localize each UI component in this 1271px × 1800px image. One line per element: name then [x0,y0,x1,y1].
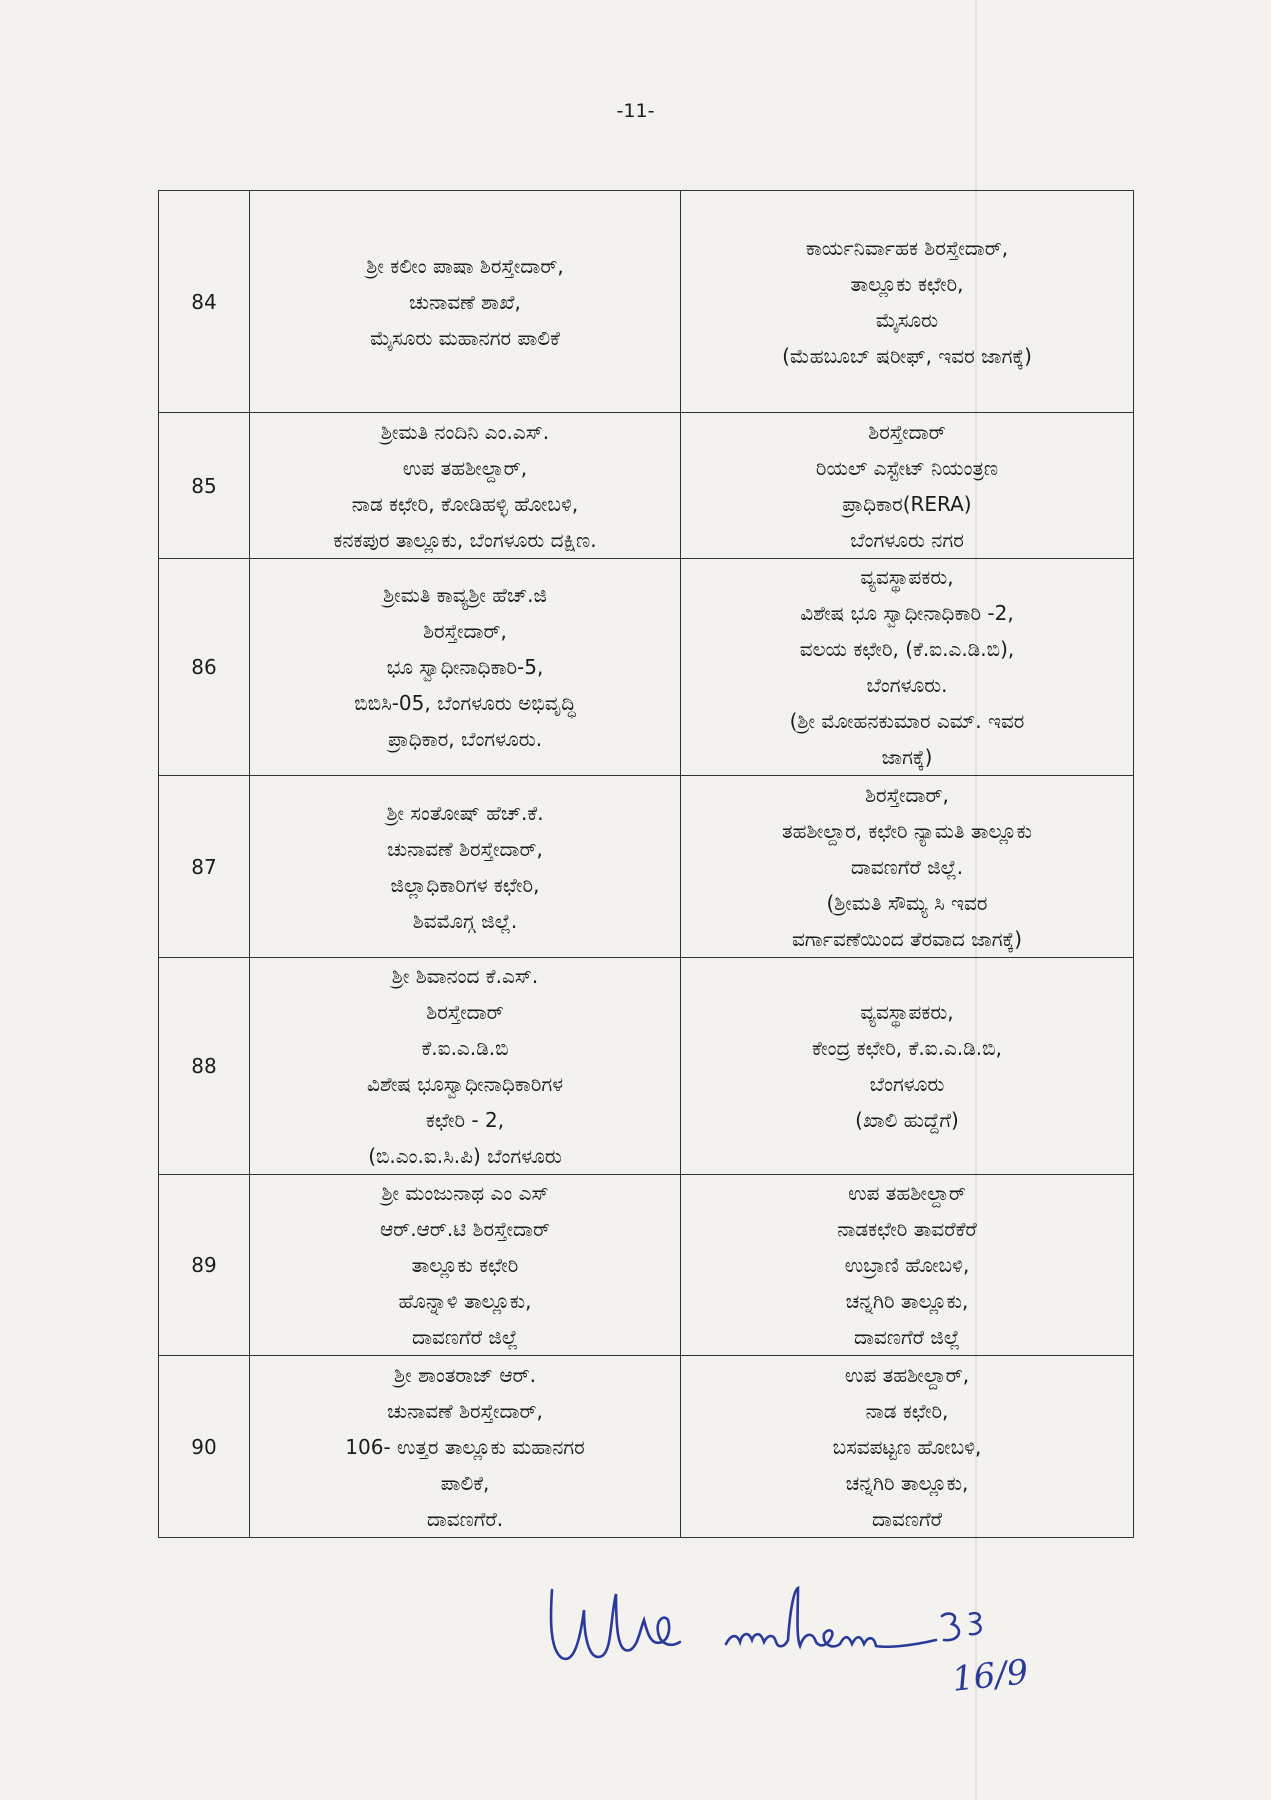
current-posting-cell [250,776,681,958]
signature-date: 16/9 [950,1652,1031,1700]
current-posting-line: ಕೆ.ಐ.ಎ.ಡಿ.ಬಿ [421,1036,509,1060]
current-posting-cell [250,559,681,776]
new-posting-line: ವರ್ಗಾವಣೆಯಿಂದ ತೆರವಾದ ಜಾಗಕ್ಕೆ) [791,926,1023,951]
current-posting-line: (ಬಿ.ಎಂ.ಐ.ಸಿ.ಪಿ) ಬೆಂಗಳೂರು [368,1144,562,1168]
new-posting-line: ಉಪ ತಹಶೀಲ್ದಾರ್, [844,1362,970,1387]
new-posting-cell [681,1356,1134,1538]
new-posting-line: ವಲಯ ಕಛೇರಿ, (ಕೆ.ಐ.ಎ.ಡಿ.ಬಿ), [799,637,1015,661]
current-posting-line: ಶ್ರೀ ಮಂಜುನಾಥ ಎಂ ಎಸ್ [381,1181,549,1205]
current-posting-line: ಶ್ರೀ ಸಂತೋಷ್ ಹೆಚ್.ಕೆ. [386,800,544,825]
row-number: 84 [159,191,250,413]
current-posting-line: ಆರ್.ಆರ್.ಟಿ ಶಿರಸ್ತೇದಾರ್ [379,1217,551,1241]
new-posting-line: ಕಾರ್ಯನಿರ್ವಾಹಕ ಶಿರಸ್ತೇದಾರ್, [805,235,1009,260]
current-posting-line: ತಾಲ್ಲೂಕು ಕಛೇರಿ [411,1253,519,1277]
new-posting-line: ನಾಡಕಛೇರಿ ತಾವರೆಕೆರೆ [837,1217,977,1241]
current-posting-line: ಬಿಬಿಸಿ-05, ಬೆಂಗಳೂರು ಅಭಿವೃದ್ಧಿ [354,691,576,715]
current-posting-line: ದಾವಣಗೆರೆ ಜಿಲ್ಲೆ [412,1325,518,1349]
current-posting-line: ಭೂ ಸ್ವಾಧೀನಾಧಿಕಾರಿ-5, [386,655,544,679]
current-posting-line: ಚುನಾವಣೆ ಶಿರಸ್ತೇದಾರ್, [387,1398,543,1423]
new-posting-line: ಚನ್ನಗಿರಿ ತಾಲ್ಲೂಕು, [845,1470,969,1495]
new-posting-line: ದಾವಣಗೆರೆ [872,1506,942,1531]
current-posting-line: ಮೈಸೂರು ಮಹಾನಗರ ಪಾಲಿಕೆ [370,325,560,350]
new-posting-line: (ಶ್ರೀ ಮೋಹನಕುಮಾರ ಎಮ್. ಇವರ [789,709,1025,733]
current-posting-line: ಶ್ರೀ ಕಲೀಂ ಪಾಷಾ ಶಿರಸ್ತೇದಾರ್, [366,253,564,278]
new-posting-line: ದಾವಣಗೆರೆ ಜಿಲ್ಲೆ. [850,854,964,879]
new-posting-line: ಶಿರಸ್ತೇದಾರ್ [868,419,946,444]
new-posting-cell [681,776,1134,958]
current-posting-line: ಶ್ರೀ ಶಿವಾನಂದ ಕೆ.ಎಸ್. [391,964,539,988]
new-posting-line: ಚನ್ನಗಿರಿ ತಾಲ್ಲೂಕು, [845,1289,969,1313]
current-posting-line: ಶ್ರೀ ಶಾಂತರಾಜ್ ಆರ್. [394,1362,536,1387]
table-row [159,1175,1134,1356]
page-number: -11- [616,100,655,122]
current-posting-line: ಕಛೇರಿ - 2, [425,1108,505,1132]
new-posting-cell [681,191,1134,413]
new-posting-line: ರಿಯಲ್ ಎಸ್ಟೇಟ್ ನಿಯಂತ್ರಣ [815,455,999,480]
current-posting-line: ಶಿರಸ್ತೇದಾರ್ [426,1000,504,1024]
current-posting-line: ಉಪ ತಹಶೀಲ್ದಾರ್, [402,455,528,480]
current-posting-line: ಶಿವಮೊಗ್ಗ ಜಿಲ್ಲೆ. [412,908,518,933]
current-posting-cell [250,1356,681,1538]
table-row [159,413,1134,559]
row-number: 87 [159,776,250,958]
new-posting-line: ಶಿರಸ್ತೇದಾರ್, [865,782,949,807]
new-posting-line: ವ್ಯವಸ್ಥಾಪಕರು, [860,1000,954,1024]
new-posting-line: ತಾಲ್ಲೂಕು ಕಛೇರಿ, [850,271,964,296]
current-posting-line: ಶ್ರೀಮತಿ ನಂದಿನಿ ಎಂ.ಎಸ್. [380,419,550,444]
new-posting-line: ಜಾಗಕ್ಕೆ) [881,745,933,769]
current-posting-cell [250,1175,681,1356]
new-posting-line: ವಿಶೇಷ ಭೂ ಸ್ವಾಧೀನಾಧಿಕಾರಿ -2, [800,601,1014,625]
current-posting-line: ಶಿರಸ್ತೇದಾರ್, [423,619,507,643]
current-posting-line: ಜಿಲ್ಲಾಧಿಕಾರಿಗಳ ಕಛೇರಿ, [390,872,540,897]
row-number: 88 [159,958,250,1175]
current-posting-cell [250,413,681,559]
new-posting-line: ನಾಡ ಕಛೇರಿ, [865,1398,949,1423]
current-posting-line: ಪಾಲಿಕೆ, [440,1470,490,1495]
table-row [159,191,1134,413]
new-posting-line: ಉಬ್ರಾಣಿ ಹೋಬಳಿ, [844,1253,970,1277]
new-posting-line: ಬೆಂಗಳೂರು [869,1072,945,1096]
new-posting-cell [681,559,1134,776]
current-posting-line: ನಾಡ ಕಛೇರಿ, ಕೋಡಿಹಳ್ಳಿ ಹೋಬಳಿ, [351,491,579,516]
table-row [159,958,1134,1175]
current-posting-line: ಶ್ರೀಮತಿ ಕಾವ್ಯಶ್ರೀ ಹೆಚ್.ಜಿ [383,583,547,607]
new-posting-line: (ಮೆಹಬೂಬ್ ಷರೀಫ್, ಇವರ ಜಾಗಕ್ಕೆ) [782,343,1032,368]
current-posting-line: ಹೊನ್ನಾಳಿ ತಾಲ್ಲೂಕು, [398,1289,532,1313]
current-posting-line: ಕನಕಪುರ ತಾಲ್ಲೂಕು, ಬೆಂಗಳೂರು ದಕ್ಷಿಣ. [333,527,597,552]
row-number: 85 [159,413,250,559]
current-posting-line: ಚುನಾವಣೆ ಶಾಖೆ, [409,289,521,314]
new-posting-line: ತಹಶೀಲ್ದಾರ, ಕಛೇರಿ ನ್ಯಾಮತಿ ತಾಲ್ಲೂಕು [782,818,1032,843]
new-posting-cell [681,958,1134,1175]
new-posting-line: ಮೈಸೂರು [875,307,939,332]
table-body [159,191,1134,1538]
new-posting-line: ಬೆಂಗಳೂರು ನಗರ [850,527,964,552]
table-row [159,1356,1134,1538]
new-posting-line: ಕೇಂದ್ರ ಕಛೇರಿ, ಕೆ.ಐ.ಎ.ಡಿ.ಬಿ, [812,1036,1002,1060]
table-row [159,776,1134,958]
current-posting-line: ಚುನಾವಣೆ ಶಿರಸ್ತೇದಾರ್, [387,836,543,861]
new-posting-cell [681,413,1134,559]
current-posting-line: ವಿಶೇಷ ಭೂಸ್ವಾಧೀನಾಧಿಕಾರಿಗಳ [366,1072,564,1096]
current-posting-line: 106- ಉತ್ತರ ತಾಲ್ಲೂಕು ಮಹಾನಗರ [345,1434,585,1459]
row-number: 90 [159,1356,250,1538]
current-posting-cell [250,958,681,1175]
row-number: 89 [159,1175,250,1356]
new-posting-line: ಉಪ ತಹಶೀಲ್ದಾರ್ [848,1181,966,1205]
new-posting-line: ವ್ಯವಸ್ಥಾಪಕರು, [860,565,954,589]
new-posting-line: ಬೆಂಗಳೂರು. [866,673,948,697]
new-posting-line: ಬಸವಪಟ್ಟಣ ಹೋಬಳಿ, [832,1434,982,1459]
row-number: 86 [159,559,250,776]
current-posting-line: ದಾವಣಗೆರೆ. [426,1506,504,1531]
current-posting-line: ಪ್ರಾಧಿಕಾರ, ಬೆಂಗಳೂರು. [387,727,543,751]
transfer-table [158,190,1124,1538]
table-row [159,559,1134,776]
new-posting-line: ದಾವಣಗೆರೆ ಜಿಲ್ಲೆ [854,1325,960,1349]
new-posting-cell [681,1175,1134,1356]
current-posting-cell [250,191,681,413]
new-posting-line: ಪ್ರಾಧಿಕಾರ(RERA) [842,491,972,516]
new-posting-line: (ಖಾಲಿ ಹುದ್ದೆಗೆ) [855,1108,959,1132]
new-posting-line: (ಶ್ರೀಮತಿ ಸೌಮ್ಯ ಸಿ ಇವರ [826,890,988,915]
